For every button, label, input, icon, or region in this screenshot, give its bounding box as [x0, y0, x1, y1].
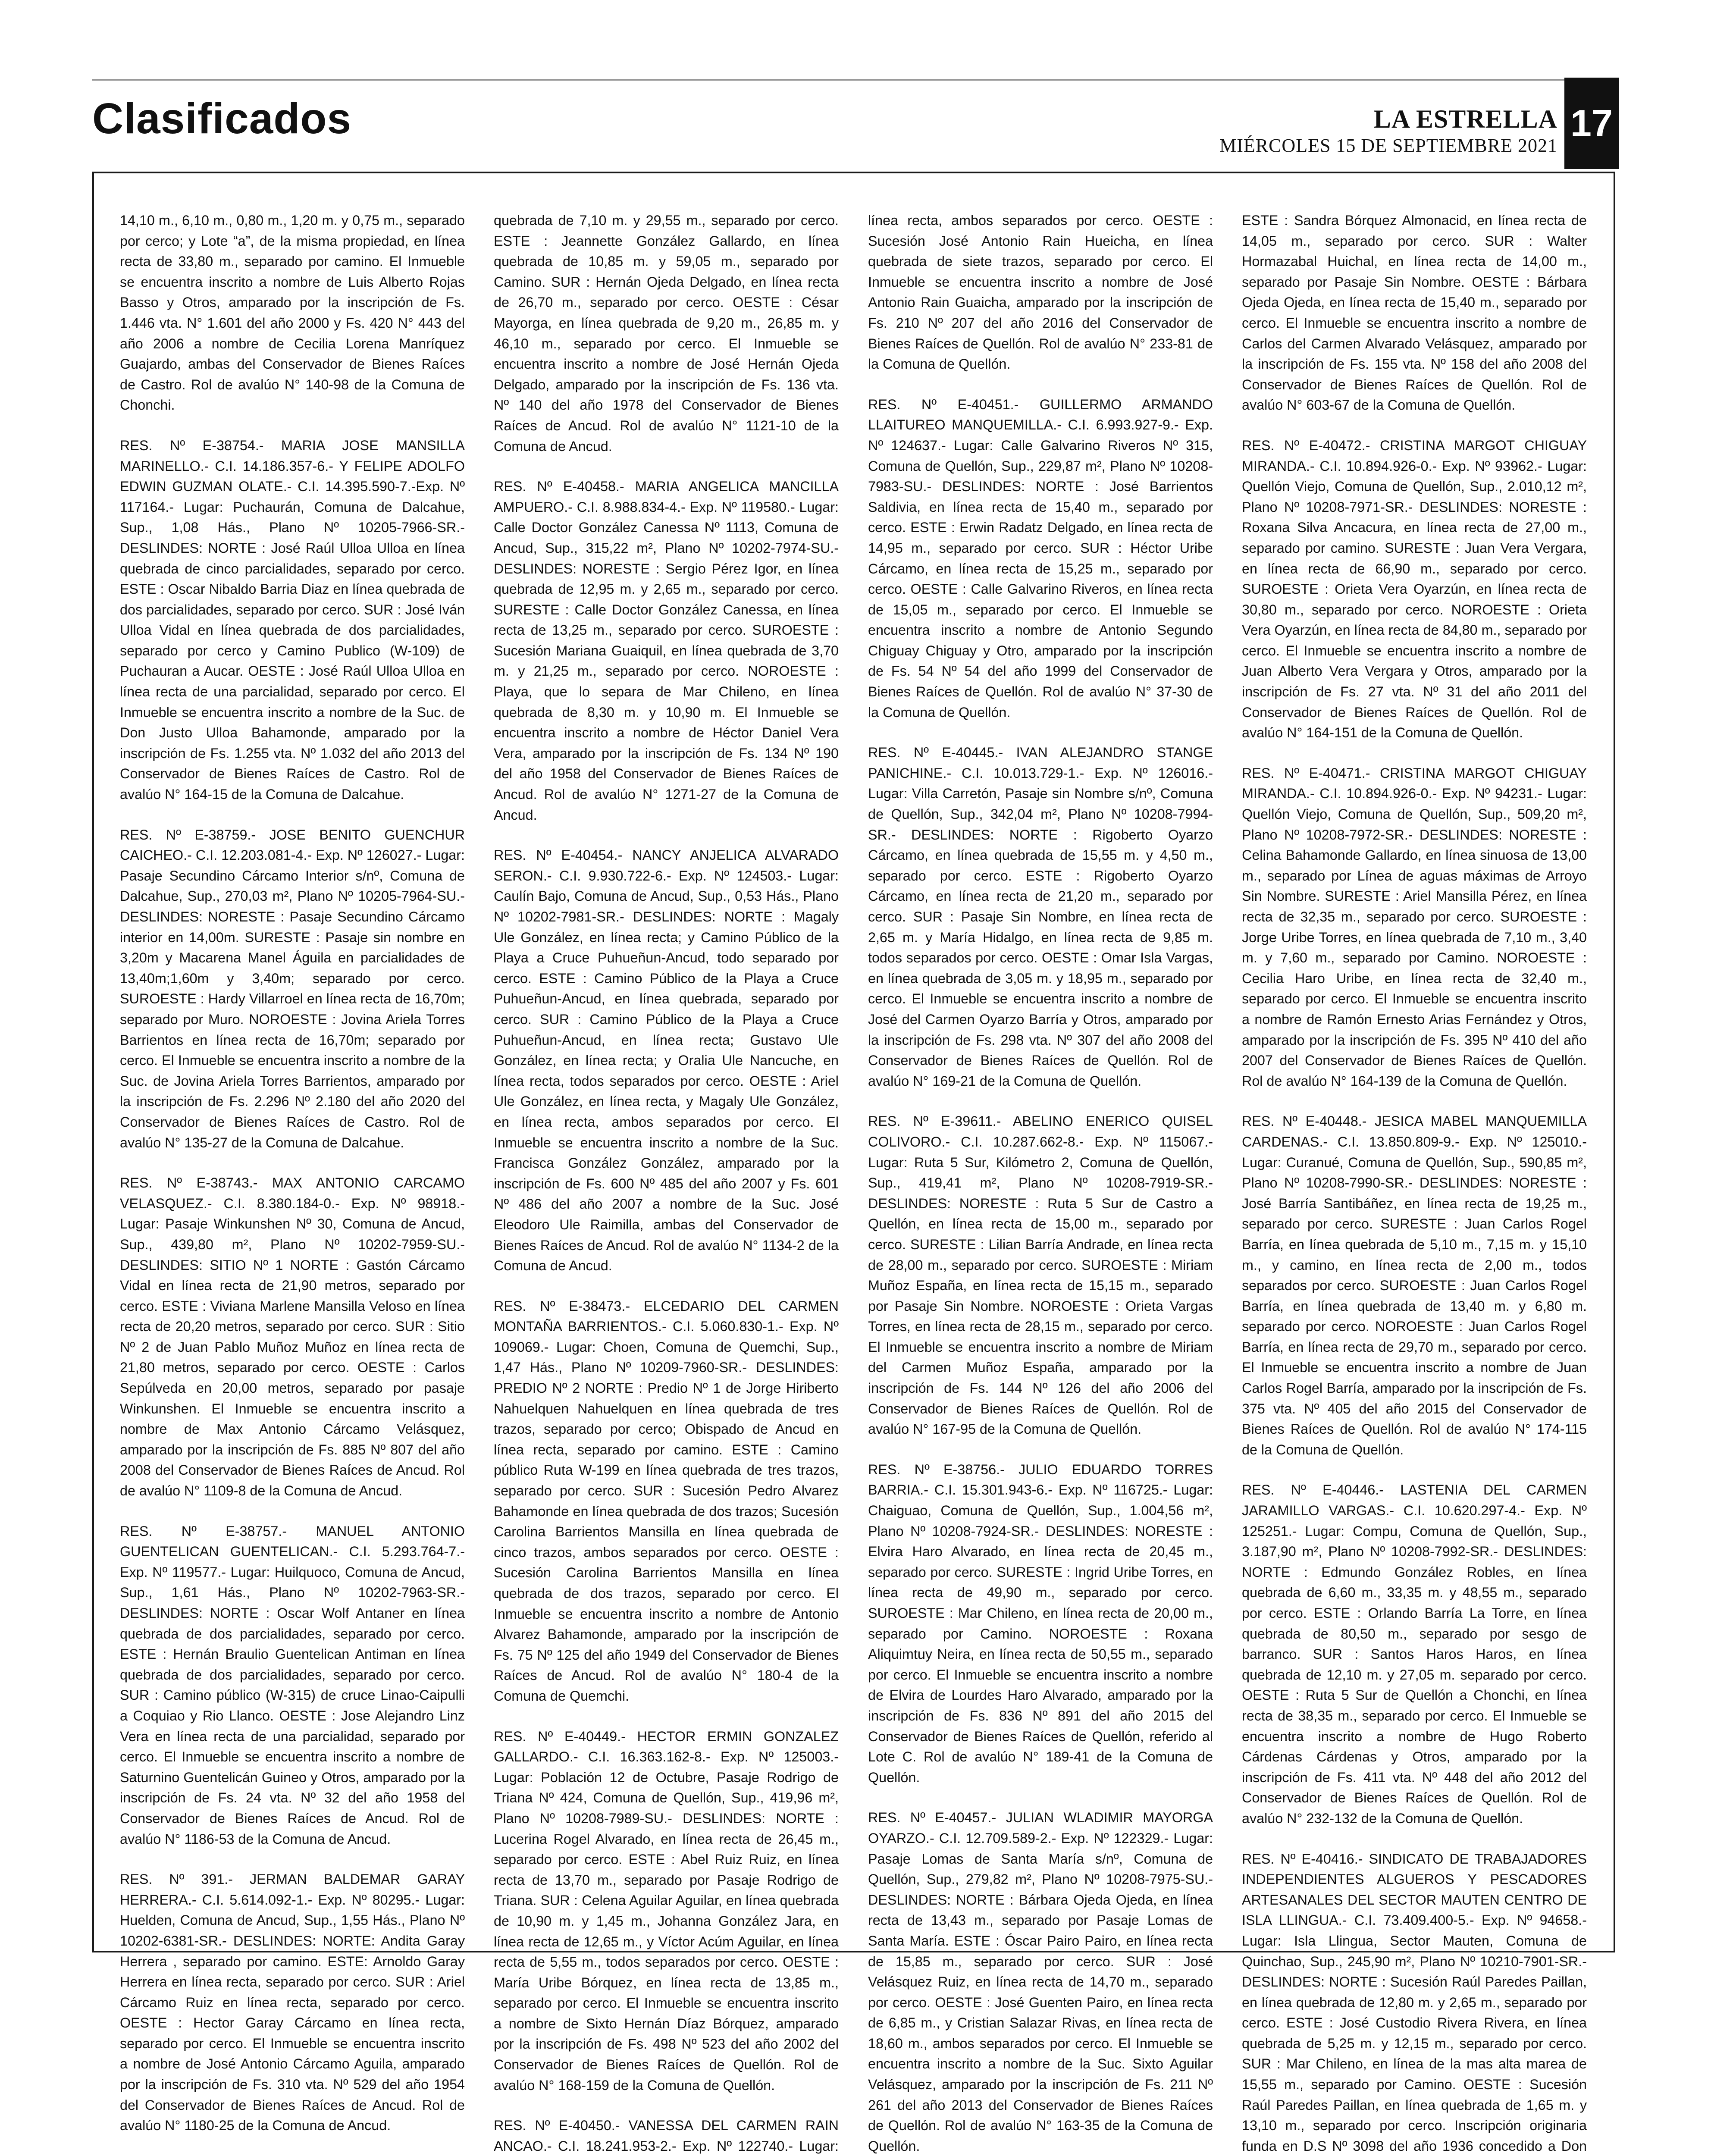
- column-2: [494, 210, 839, 1931]
- legal-notice: RES. Nº E-38743.- MAX ANTONIO CARCAMO VELASQUEZ.- C.I. 8.380.184-0.- Exp. Nº 98918.- Lugar: Pasaje Winkunshen Nº 30, Comuna de Ancud, Sup., 439,80 m², Plano Nº 10202-7959-SU.- DESLINDES: SITIO Nº 1 NORTE : Gastón Cárcamo Vidal en línea recta de 21,90 metros, separado por cerco. ESTE : Viviana Marlene Mansilla Veloso en línea recta de 20,20 metros, separado por cerco. SUR : Sitio Nº 2 de Juan Pablo Muñoz Muñoz en línea recta de 21,80 metros, separado por cerco. OESTE : Carlos Sepúlveda en 20,00 metros, separado por pasaje Winkunshen. El Inmueble se encuentra inscrito a nombre de Max Antonio Cárcamo Velásquez, amparado por la inscripción de Fs. 885 Nº 807 del año 2008 del Conservador de Bienes Raíces de Ancud. Rol de avalúo N° 1109-8 de la Comuna de Ancud.: [120, 1173, 465, 1501]
- column-1: [120, 210, 465, 1931]
- masthead: [1219, 106, 1557, 157]
- page-number: 17: [1564, 78, 1619, 169]
- legal-notice: RES. Nº E-40457.- JULIAN WLADIMIR MAYORGA OYARZO.- C.I. 12.709.589-2.- Exp. Nº 122329.- Lugar: Pasaje Lomas de Santa María s/nº, Comuna de Quellón, Sup., 279,82 m², Plano Nº 10208-7975-SU.- DESLINDES: NORTE : Bárbara Ojeda Ojeda, en línea recta de 13,43 m., separado por Pasaje Lomas de Santa María. ESTE : Óscar Pairo Pairo, en línea recta de 15,85 m., separado por cerco. SUR : José Velásquez Ruiz, en línea recta de 14,70 m., separado por cerco. OESTE : José Guenten Pairo, en línea recta de 6,85 m., y Cristian Salazar Rivas, en línea recta de 18,60 m., ambos separados por cerco. El Inmueble se encuentra inscrito a nombre de la Suc. Sixto Aguilar Velásquez, amparado por la inscripción de Fs. 211 Nº 261 del año 2013 del Conservador de Bienes Raíces de Quellón. Rol de avalúo N° 163-35 de la Comuna de Quellón.: [868, 1808, 1213, 2156]
- legal-notice: RES. Nº E-40458.- MARIA ANGELICA MANCILLA AMPUERO.- C.I. 8.988.834-4.- Exp. Nº 119580.- Lugar: Calle Doctor González Canessa Nº 1113, Comuna de Ancud, Sup., 315,22 m², Plano Nº 10202-7974-SU.- DESLINDES: NORESTE : Sergio Pérez Igor, en línea quebrada de 12,95 m. y 2,65 m., separado por cerco. SURESTE : Calle Doctor González Canessa, en línea recta de 13,25 m., separado por cerco. SUROESTE : Sucesión Mariana Guaiquil, en línea quebrada de 3,70 m. y 21,25 m., separado por cerco. NOROESTE : Playa, que lo separa de Mar Chileno, en línea quebrada de 8,30 m. y 10,90 m. El Inmueble se encuentra inscrito a nombre de Héctor Daniel Vera Vera, amparado por la inscripción de Fs. 134 Nº 190 del año 1958 del Conservador de Bienes Raíces de Ancud. Rol de avalúo N° 1271-27 de la Comuna de Ancud.: [494, 476, 839, 825]
- legal-notice: quebrada de 7,10 m. y 29,55 m., separado por cerco. ESTE : Jeannette González Gallardo, en línea quebrada de 10,85 m. y 59,05 m., separado por Camino. SUR : Hernán Ojeda Delgado, en línea recta de 26,70 m., separado por cerco. OESTE : César Mayorga, en línea quebrada de 9,20 m., 26,85 m. y 46,10 m., separado por cerco. El Inmueble se encuentra inscrito a nombre de José Hernán Ojeda Delgado, amparado por la inscripción de Fs. 136 vta. Nº 140 del año 1978 del Conservador de Bienes Raíces de Ancud. Rol de avalúo N° 1121-10 de la Comuna de Ancud.: [494, 210, 839, 457]
- legal-notice: RES. Nº E-38754.- MARIA JOSE MANSILLA MARINELLO.- C.I. 14.186.357-6.- Y FELIPE ADOLFO EDWIN GUZMAN OLATE.- C.I. 14.395.590-7.-Exp. Nº 117164.- Lugar: Puchaurán, Comuna de Dalcahue, Sup., 1,08 Hás., Plano Nº 10205-7966-SR.- DESLINDES: NORTE : José Raúl Ulloa Ulloa en línea quebrada de cinco parcialidades, separado por cerco. ESTE : Oscar Nibaldo Barria Diaz en línea quebrada de dos parcialidades, separado por cerco. SUR : José Iván Ulloa Vidal en línea quebrada de dos parcialidades, separado por cerco y Camino Publico (W-109) de Puchauran a Aucar. OESTE : José Raúl Ulloa Ulloa en línea recta de una parcialidad, separado por cerco. El Inmueble se encuentra inscrito a nombre de la Suc. de Don Justo Ulloa Bahamonde, amparado por la inscripción de Fs. 1.255 vta. Nº 1.032 del año 2013 del Conservador de Bienes Raíces de Castro. Rol de avalúo N° 164-15 de la Comuna de Dalcahue.: [120, 436, 465, 805]
- legal-notice: RES. Nº E-38759.- JOSE BENITO GUENCHUR CAICHEO.- C.I. 12.203.081-4.- Exp. Nº 126027.- Lugar: Pasaje Secundino Cárcamo Interior s/nº, Comuna de Dalcahue, Sup., 270,03 m², Plano Nº 10205-7964-SU.- DESLINDES: NORESTE : Pasaje Secundino Cárcamo interior en 14,00m. SURESTE : Pasaje sin nombre en 3,20m y Macarena Manel Águila en parcialidades de 13,40m;1,60m y 3,40m; separado por cerco. SUROESTE : Hardy Villarroel en línea recta de 16,70m; separado por Muro. NOROESTE : Jovina Ariela Torres Barrientos en línea recta de 16,70m; separado por cerco. El Inmueble se encuentra inscrito a nombre de la Suc. de Jovina Ariela Torres Barrientos, amparado por la inscripción de Fs. 2.296 Nº 2.180 del año 2020 del Conservador de Bienes Raíces de Castro. Rol de avalúo N° 135-27 de la Comuna de Dalcahue.: [120, 825, 465, 1153]
- legal-notice: RES. Nº E-40472.- CRISTINA MARGOT CHIGUAY MIRANDA.- C.I. 10.894.926-0.- Exp. Nº 93962.- Lugar: Quellón Viejo, Comuna de Quellón, Sup., 2.010,12 m², Plano Nº 10208-7971-SR.- DESLINDES: NORESTE : Roxana Silva Ancacura, en línea recta de 27,00 m., separado por camino. SURESTE : Juan Vera Vergara, en línea recta de 66,90 m., separado por cerco. SUROESTE : Orieta Vera Oyarzún, en línea recta de 30,80 m., separado por cerco. NOROESTE : Orieta Vera Oyarzún, en línea recta de 84,80 m., separado por cerco. El Inmueble se encuentra inscrito a nombre de Juan Alberto Vera Vergara y Otros, amparado por la inscripción de Fs. 27 vta. Nº 31 del año 2011 del Conservador de Bienes Raíces de Quellón. Rol de avalúo N° 164-151 de la Comuna de Quellón.: [1242, 436, 1587, 743]
- legal-notice: RES. Nº E-38756.- JULIO EDUARDO TORRES BARRIA.- C.I. 15.301.943-6.- Exp. Nº 116725.- Lugar: Chaiguao, Comuna de Quellón, Sup., 1.004,56 m², Plano Nº 10208-7924-SR.- DESLINDES: NORESTE : Elvira Haro Alvarado, en línea recta de 20,45 m., separado por cerco. SURESTE : Ingrid Uribe Torres, en línea recta de 49,90 m., separado por cerco. SUROESTE : Mar Chileno, en línea recta de 20,00 m., separado por Camino. NOROESTE : Roxana Aliquimtuy Neira, en línea recta de 50,55 m., separado por cerco. El Inmueble se encuentra inscrito a nombre de Elvira de Lourdes Haro Alvarado, amparado por la inscripción de Fs. 836 Nº 891 del año 2015 del Conservador de Bienes Raíces de Quellón, referido al Lote C. Rol de avalúo N° 189-41 de la Comuna de Quellón.: [868, 1460, 1213, 1788]
- publication-date: MIÉRCOLES 15 DE SEPTIEMBRE 2021: [1219, 135, 1557, 157]
- legal-notice: RES. Nº 391.- JERMAN BALDEMAR GARAY HERRERA.- C.I. 5.614.092-1.- Exp. Nº 80295.- Lugar: Huelden, Comuna de Ancud, Sup., 1,55 Hás., Plano Nº 10202-6381-SR.- DESLINDES: NORTE: Andita Garay Herrera , separado por camino. ESTE: Arnoldo Garay Herrera en línea recta, separado por cerco. SUR : Ariel Cárcamo Ruiz en línea recta, separado por cerco. OESTE : Hector Garay Cárcamo en línea recta, separado por cerco. El Inmueble se encuentra inscrito a nombre de José Antonio Cárcamo Aguila, amparado por la inscripción de Fs. 310 vta. Nº 529 del año 1954 del Conservador de Bienes Raíces de Ancud. Rol de avalúo N° 1180-25 de la Comuna de Ancud.: [120, 1869, 465, 2136]
- legal-notice: línea recta, ambos separados por cerco. OESTE : Sucesión José Antonio Rain Hueicha, en línea quebrada de siete trazos, separado por cerco. El Inmueble se encuentra inscrito a nombre de José Antonio Rain Guaicha, amparado por la inscripción de Fs. 210 Nº 207 del año 2016 del Conservador de Bienes Raíces de Quellón. Rol de avalúo N° 233-81 de la Comuna de Quellón.: [868, 210, 1213, 375]
- legal-notice: RES. Nº E-40454.- NANCY ANJELICA ALVARADO SERON.- C.I. 9.930.722-6.- Exp. Nº 124503.- Lugar: Caulín Bajo, Comuna de Ancud, Sup., 0,53 Hás., Plano Nº 10202-7981-SR.- DESLINDES: NORTE : Magaly Ule González, en línea recta; y Camino Público de la Playa a Cruce Puhueñun-Ancud, todo separado por cerco. ESTE : Camino Público de la Playa a Cruce Puhueñun-Ancud, en línea quebrada, separado por cerco. SUR : Camino Público de la Playa a Cruce Puhueñun-Ancud, en línea recta; Gustavo Ule González, en línea recta; y Oralia Ule Nancuche, en línea recta, todos separados por cerco. OESTE : Ariel Ule González, en línea recta, y Magaly Ule González, en línea recta, ambos separados por cerco. El Inmueble se encuentra inscrito a nombre de la Suc. Francisca González González, amparado por la inscripción de Fs. 600 Nº 485 del año 2007 y Fs. 601 Nº 486 del año 2007 a nombre de la Suc. José Eleodoro Ule Raimilla, ambas del Conservador de Bienes Raíces de Ancud. Rol de avalúo N° 1134-2 de la Comuna de Ancud.: [494, 845, 839, 1276]
- legal-notice: RES. Nº E-40416.- SINDICATO DE TRABAJADORES INDEPENDIENTES ALGUEROS Y PESCADORES ARTESANALES DEL SECTOR MAUTEN CENTRO DE ISLA LLINGUA.- C.I. 73.409.400-5.- Exp. Nº 94658.- Lugar: Isla Llingua, Sector Mauten, Comuna de Quinchao, Sup., 245,90 m², Plano Nº 10210-7901-SR.- DESLINDES: NORTE : Sucesión Raúl Paredes Paillan, en línea quebrada de 12,80 m. y 2,65 m., separado por cerco. ESTE : José Custodio Rivera Rivera, en línea quebrada de 5,25 m. y 12,15 m., separado por cerco. SUR : Mar Chileno, en línea de la mas alta marea de 15,55 m., separado por Camino. OESTE : Sucesión Raúl Paredes Paillan, en línea quebrada de 1,65 m. y 13,10 m., separado por cerco. Inscripción originaria funda en D.S Nº 3098 del año 1936 concedido a Don: [1242, 1849, 1587, 2156]
- legal-notice: RES. Nº E-38757.- MANUEL ANTONIO GUENTELICAN GUENTELICAN.- C.I. 5.293.764-7.- Exp. Nº 119577.- Lugar: Huilquoco, Comuna de Ancud, Sup., 1,61 Hás., Plano Nº 10202-7963-SR.- DESLINDES: NORTE : Oscar Wolf Antaner en línea quebrada de dos parcialidades, separado por cerco. ESTE : Hernán Braulio Guentelican Antiman en línea quebrada de dos parcialidades, separado por cerco. SUR : Camino público (W-315) de cruce Linao-Caipulli a Coquiao y Rio Llanco. OESTE : Jose Alejandro Linz Vera en línea recta de una parcialidad, separado por cerco. El Inmueble se encuentra inscrito a nombre de Saturnino Guentelicán Guineo y Otros, amparado por la inscripción de Fs. 24 vta. Nº 32 del año 1958 del Conservador de Bienes Raíces de Ancud. Rol de avalúo N° 1186-53 de la Comuna de Ancud.: [120, 1521, 465, 1850]
- legal-notice: RES. Nº E-40471.- CRISTINA MARGOT CHIGUAY MIRANDA.- C.I. 10.894.926-0.- Exp. Nº 94231.- Lugar: Quellón Viejo, Comuna de Quellón, Sup., 509,20 m², Plano Nº 10208-7972-SR.- DESLINDES: NORESTE : Celina Bahamonde Gallardo, en línea sinuosa de 13,00 m., separado por Línea de aguas máximas de Arroyo Sin Nombre. SURESTE : Ariel Mansilla Pérez, en línea recta de 32,35 m., separado por cerco. SUROESTE : Jorge Uribe Torres, en línea quebrada de 7,10 m., 3,40 m. y 7,60 m., separado por Camino. NOROESTE : Cecilia Haro Uribe, en línea recta de 32,40 m., separado por cerco. El Inmueble se encuentra inscrito a nombre de Ramón Ernesto Arias Fernández y Otros, amparado por la inscripción de Fs. 395 Nº 410 del año 2007 del Conservador de Bienes Raíces de Quellón. Rol de avalúo N° 164-139 de la Comuna de Quellón.: [1242, 763, 1587, 1092]
- header-rule: [92, 79, 1619, 81]
- legal-notice: RES. Nº E-39611.- ABELINO ENERICO QUISEL COLIVORO.- C.I. 10.287.662-8.- Exp. Nº 115067.- Lugar: Ruta 5 Sur, Kilómetro 2, Comuna de Quellón, Sup., 419,41 m², Plano Nº 10208-7919-SR.- DESLINDES: NORESTE : Ruta 5 Sur de Castro a Quellón, en línea recta de 15,00 m., separado por cerco. SURESTE : Lilian Barría Andrade, en línea recta de 28,00 m., separado por cerco. SUROESTE : Miriam Muñoz España, en línea recta de 15,15 m., separado por Pasaje Sin Nombre. NOROESTE : Orieta Vargas Torres, en línea recta de 28,15 m., separado por cerco. El Inmueble se encuentra inscrito a nombre de Miriam del Carmen Muñoz España, amparado por la inscripción de Fs. 144 Nº 126 del año 2006 del Conservador de Bienes Raíces de Quellón. Rol de avalúo N° 167-95 de la Comuna de Quellón.: [868, 1111, 1213, 1440]
- column-3: [868, 210, 1213, 1931]
- legal-notice: RES. Nº E-40448.- JESICA MABEL MANQUEMILLA CARDENAS.- C.I. 13.850.809-9.- Exp. Nº 125010.- Lugar: Curanué, Comuna de Quellón, Sup., 590,85 m², Plano Nº 10208-7990-SR.- DESLINDES: NORESTE : José Barría Santibáñez, en línea recta de 19,25 m., separado por cerco. SURESTE : Juan Carlos Rogel Barría, en línea quebrada de 5,10 m., 7,15 m. y 15,10 m., y camino, en línea recta de 2,00 m., todos separados por cerco. SUROESTE : Juan Carlos Rogel Barría, en línea quebrada de 13,40 m. y 6,80 m. separado por cerco. NOROESTE : Juan Carlos Rogel Barría, en línea recta de 29,70 m., separado por cerco. El Inmueble se encuentra inscrito a nombre de Juan Carlos Rogel Barría, amparado por la inscripción de Fs. 375 vta. Nº 405 del año 2015 del Conservador de Bienes Raíces de Quellón. Rol de avalúo N° 174-115 de la Comuna de Quellón.: [1242, 1111, 1587, 1460]
- legal-notice: RES. Nº E-38473.- ELCEDARIO DEL CARMEN MONTAÑA BARRIENTOS.- C.I. 5.060.830-1.- Exp. Nº 109069.- Lugar: Choen, Comuna de Quemchi, Sup., 1,47 Hás., Plano Nº 10209-7960-SR.- DESLINDES: PREDIO Nº 2 NORTE : Predio Nº 1 de Jorge Hiriberto Nahuelquen Nahuelquen en línea quebrada de tres trazos, separado por cerco; Obispado de Ancud en línea recta, separado por camino. ESTE : Camino público Ruta W-199 en línea quebrada de tres trazos, separado por cerco. SUR : Sucesión Pedro Alvarez Bahamonde en línea quebrada de dos trazos; Sucesión Carolina Barrientos Mansilla en línea quebrada de cinco trazos, ambos separados por cerco. OESTE : Sucesión Carolina Barrientos Mansilla en línea quebrada de dos trazos, separado por cerco. El Inmueble se encuentra inscrito a nombre de Antonio Alvarez Bahamonde, amparado por la inscripción de Fs. 75 Nº 125 del año 1949 del Conservador de Bienes Raíces de Ancud. Rol de avalúo N° 180-4 de la Comuna de Quemchi.: [494, 1296, 839, 1707]
- legal-notice: RES. Nº E-40451.- GUILLERMO ARMANDO LLAITUREO MANQUEMILLA.- C.I. 6.993.927-9.- Exp. Nº 124637.- Lugar: Calle Galvarino Riveros Nº 315, Comuna de Quellón, Sup., 229,87 m², Plano Nº 10208-7983-SU.- DESLINDES: NORTE : José Barrientos Saldivia, en línea recta de 15,40 m., separado por cerco. ESTE : Erwin Radatz Delgado, en línea recta de 14,95 m., separado por cerco. SUR : Héctor Uribe Cárcamo, en línea recta de 15,25 m., separado por cerco. OESTE : Calle Galvarino Riveros, en línea recta de 15,05 m., separado por cerco. El Inmueble se encuentra inscrito a nombre de Antonio Segundo Chiguay Chiguay y Otro, amparado por la inscripción de Fs. 54 Nº 54 del año 1999 del Conservador de Bienes Raíces de Quellón. Rol de avalúo N° 37-30 de la Comuna de Quellón.: [868, 395, 1213, 723]
- legal-notice: ESTE : Sandra Bórquez Almonacid, en línea recta de 14,05 m., separado por cerco. SUR : Walter Hormazabal Huichal, en línea recta de 14,00 m., separado por Pasaje Sin Nombre. OESTE : Bárbara Ojeda Ojeda, en línea recta de 15,40 m., separado por cerco. El Inmueble se encuentra inscrito a nombre de Carlos del Carmen Alvarado Velásquez, amparado por la inscripción de Fs. 155 vta. Nº 158 del año 2008 del Conservador de Bienes Raíces de Quellón. Rol de avalúo N° 603-67 de la Comuna de Quellón.: [1242, 210, 1587, 416]
- section-title: Clasificados: [92, 97, 351, 140]
- legal-notice: 14,10 m., 6,10 m., 0,80 m., 1,20 m. y 0,75 m., separado por cerco; y Lote “a”, de la misma propiedad, en línea recta de 33,80 m., separado por camino. El Inmueble se encuentra inscrito a nombre de Luis Alberto Rojas Basso y Otros, amparado por la inscripción de Fs. 1.446 vta. N° 1.601 del año 2000 y Fs. 420 N° 443 del año 2006 a nombre de Cecilia Lorena Manríquez Guajardo, ambas del Conservador de Bienes Raíces de Castro. Rol de avalúo N° 140-98 de la Comuna de Chonchi.: [120, 210, 465, 416]
- legal-notice: RES. Nº E-40450.- VANESSA DEL CARMEN RAIN ANCAO.- C.I. 18.241.953-2.- Exp. Nº 122740.- Lugar:: [494, 2115, 839, 2156]
- legal-notice: RES. Nº E-40449.- HECTOR ERMIN GONZALEZ GALLARDO.- C.I. 16.363.162-8.- Exp. Nº 125003.- Lugar: Población 12 de Octubre, Pasaje Rodrigo de Triana Nº 424, Comuna de Quellón, Sup., 419,96 m², Plano Nº 10208-7989-SU.- DESLINDES: NORTE : Lucerina Rogel Alvarado, en línea recta de 26,45 m., separado por cerco. ESTE : Abel Ruiz Ruiz, en línea recta de 13,70 m., separado por Pasaje Rodrigo de Triana. SUR : Celena Aguilar Aguilar, en línea quebrada de 10,90 m. y 1,45 m., Johanna González Jara, en línea recta de 12,65 m., y Víctor Acúm Aguilar, en línea recta de 5,55 m., todos separados por cerco. OESTE : María Uribe Bórquez, en línea recta de 13,85 m., separado por cerco. El Inmueble se encuentra inscrito a nombre de Sixto Hernán Díaz Bórquez, amparado por la inscripción de Fs. 498 Nº 523 del año 2002 del Conservador de Bienes Raíces de Quellón. Rol de avalúo N° 168-159 de la Comuna de Quellón.: [494, 1727, 839, 2096]
- column-4: [1242, 210, 1587, 1931]
- legal-notice: RES. Nº E-40445.- IVAN ALEJANDRO STANGE PANICHINE.- C.I. 10.013.729-1.- Exp. Nº 126016.- Lugar: Villa Carretón, Pasaje sin Nombre s/nº, Comuna de Quellón, Sup., 342,04 m², Plano Nº 10208-7994-SR.- DESLINDES: NORTE : Rigoberto Oyarzo Cárcamo, en línea quebrada de 15,55 m. y 4,50 m., separado por cerco. ESTE : Rigoberto Oyarzo Cárcamo, en línea recta de 21,20 m., separado por cerco. SUR : Pasaje Sin Nombre, en línea recta de 2,65 m. y María Hidalgo, en línea recta de 9,85 m. todos separados por cerco. OESTE : Omar Isla Vargas, en línea quebrada de 3,05 m. y 18,95 m., separado por cerco. El Inmueble se encuentra inscrito a nombre de José del Carmen Oyarzo Barría y Otros, amparado por la inscripción de Fs. 298 vta. Nº 307 del año 2008 del Conservador de Bienes Raíces de Quellón. Rol de avalúo N° 169-21 de la Comuna de Quellón.: [868, 743, 1213, 1091]
- legal-notice: RES. Nº E-40446.- LASTENIA DEL CARMEN JARAMILLO VARGAS.- C.I. 10.620.297-4.- Exp. Nº 125251.- Lugar: Compu, Comuna de Quellón, Sup., 3.187,90 m², Plano Nº 10208-7992-SR.- DESLINDES: NORTE : Edmundo González Robles, en línea quebrada de 6,60 m., 33,35 m. y 48,55 m., separado por cerco. ESTE : Orlando Barría La Torre, en línea quebrada de 80,50 m., separado por sesgo de barranco. SUR : Santos Haros Haros, en línea quebrada de 12,10 m. y 27,05 m. separado por cerco. OESTE : Ruta 5 Sur de Quellón a Chonchi, en línea recta de 38,35 m., separado por cerco. El Inmueble se encuentra inscrito a nombre de Hugo Roberto Cárdenas Cárdenas y Otros, amparado por la inscripción de Fs. 411 vta. Nº 448 del año 2012 del Conservador de Bienes Raíces de Quellón. Rol de avalúo N° 232-132 de la Comuna de Quellón.: [1242, 1480, 1587, 1829]
- newspaper-name: LA ESTRELLA: [1219, 106, 1557, 132]
